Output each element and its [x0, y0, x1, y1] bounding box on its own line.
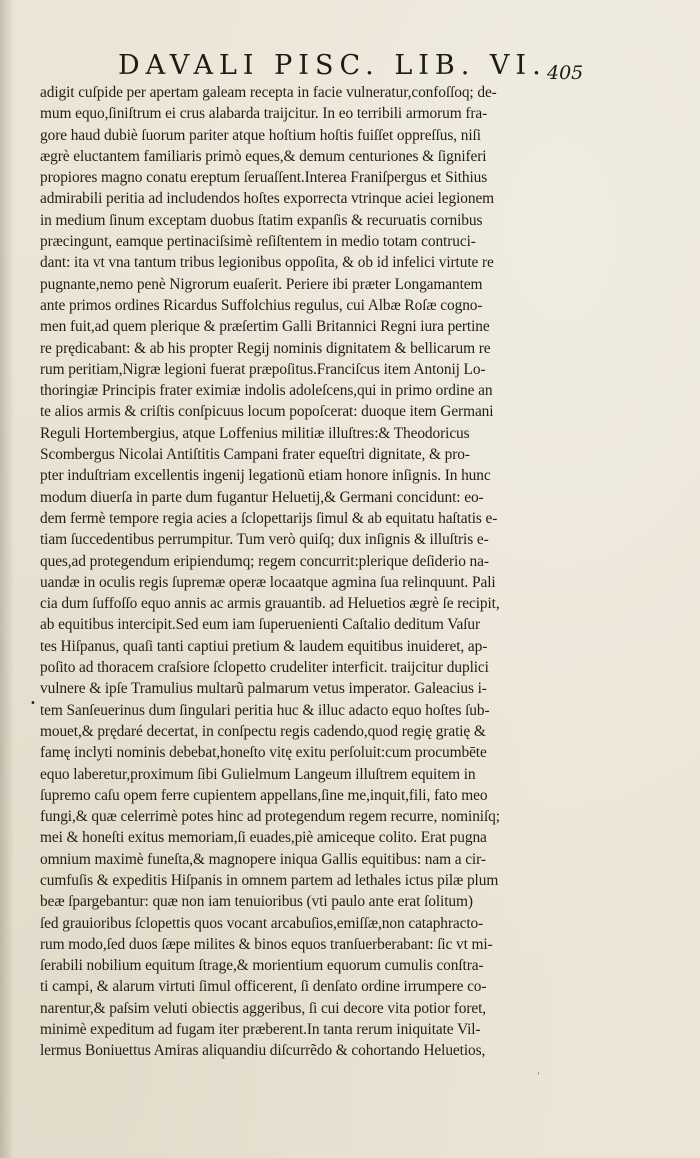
text-line: præcingunt, eamque pertinaciſsimè reſiſtentem in medio totam contruci- [40, 233, 476, 251]
text-line: minimè expeditum ad fugam iter præberent.In tanta rerum iniquitate Vil- [40, 1021, 481, 1039]
text-line: tes Hiſpanus, quaſi tanti captiui pretium & laudem equitibus inuideret, ap- [40, 637, 488, 655]
gutter-shadow [0, 0, 14, 1158]
text-line: rum peritiam,Nigræ legioni fuerat præpoſitus.Franciſcus item Antonij Lo- [40, 360, 486, 378]
text-line: pter induſtriam excellentis ingenij legationũ etiam honore inſignis. In hunc [40, 467, 491, 485]
text-line: dant: ita vt vna tantum tribus legionibus oppoſita, & ob id infelici virtute re [40, 254, 494, 272]
text-line: men fuit,ad quem plerique & præſertim Galli Britannici Regni iura pertine [40, 318, 490, 336]
text-line: vulnere & ipſe Tramulius multarũ palmarum vetus imperator. Galeacius i- [40, 680, 487, 698]
text-line: famę inclyti nominis debebat,honeſto vitę exitu perſoluit:cum procumbēte [40, 744, 487, 762]
text-line: lermus Boniuettus Amiras aliquandiu diſcurrẽdo & cohortando Heluetios, [40, 1042, 486, 1060]
text-line: gore haud dubiè ſuorum pariter atque hoſtium hoſtis fuiſſet oppreſſus, niſi [40, 126, 481, 144]
text-line: modum diuerſa in parte dum fugantur Heluetij,& Germani concidunt: eo- [40, 488, 484, 506]
text-line: pugnante,nemo penè Nigrorum euaſerit. Periere ibi præter Longamantem [40, 275, 483, 293]
text-line: Scombergus Nicolai Antiſtitis Campani frater equeſtri dignitate, & pro- [40, 446, 470, 464]
text-line: uandæ in oculis regis ſupremæ operæ locaatque agmina ſua relinquunt. Pali [40, 573, 496, 591]
text-line: te alios armis & criſtis conſpicuus locum popoſcerat: duoque item Germani [40, 403, 494, 421]
text-line: ægrè eluctantem familiaris primò eques,& demum centuriones & ſigniferi [40, 147, 487, 165]
text-line: mouet,& prędaré decertat, in conſpectu regis cadendo,quod regię gratię & [40, 722, 486, 740]
text-line: ques,ad protegendum eripiendumq; regem concurrit:plerique deſiderio na- [40, 552, 489, 570]
text-line: cumfuſis & expeditis Hiſpanis in omnem partem ad lethales ictus pilæ plum [40, 871, 499, 889]
text-line: omnium maximè funeſta,& magnopere iniqua Gallis equitibus: nam a cir- [40, 850, 486, 868]
foot-mark: ʼ [537, 1072, 540, 1082]
text-line: cia dum ſuffoſſo equo annis ac armis grauantib. ad Heluetios ægrè ſe recipit, [40, 595, 500, 613]
text-line: narentur,& paſsim veluti obiectis aggeribus, ſi cui decore vita potior foret, [40, 999, 487, 1017]
text-line: ante primos ordines Ricardus Suffolchius regulus, cui Albæ Roſæ cogno- [40, 296, 483, 314]
text-line: ſed grauioribus ſclopettis quos vocant arcabuſios,emiſſæ,non cataphracto- [40, 914, 484, 932]
text-line: equo laberetur,proximum ſibi Gulielmum Langeum illuſtrem equitem in [40, 765, 476, 783]
text-line: poſito ad thoracem craſsiore ſclopetto crudeliter interficit. traijcitur duplici [40, 659, 489, 677]
text-line: ſupremo caſu opem ferre cupientem appellans,ſine me,inquit,fili, fato meo [40, 786, 488, 804]
running-title: DAVALI PISC. LIB. VI. [118, 50, 547, 81]
text-line: Reguli Hortembergius, atque Loffenius militiæ illuſtres:& Theodoricus [40, 424, 470, 442]
text-line: re prędicabant: & ab his propter Regij nominis dignitatem & bellicarum re [40, 339, 491, 357]
text-line: tem Sanſeuerinus dum ſingulari peritia huc & illuc adacto equo hoſtes ſub- [40, 701, 490, 719]
text-line: ab equitibus intercipit.Sed eum iam ſuperuenienti Caſtalio deditum Vaſur [40, 616, 481, 634]
text-line: adigit cuſpide per apertam galeam recepta in facie vulneratur,confoſſoq; de- [40, 84, 497, 101]
text-line: beæ ſpargebantur: quæ non iam tenuioribus (vti paulo ante erat ſolitum) [40, 893, 473, 911]
text-line: admirabili peritia ad includendos hoſtes exporrecta vtrinque aciei legionem [40, 190, 495, 208]
body-text [40, 82, 580, 1062]
text-line: propiores magno conatu ereptum ſeruaſſent.Interea Franiſpergus et Sithius [40, 169, 488, 187]
text-line: dem fermè tempore regia acies a ſclopettarijs ſimul & ab equitatu haſtatis e- [40, 509, 498, 527]
text-line: ſerabili nobilium equitum ſtrage,& morientium equorum cumulis conſtra- [40, 957, 484, 975]
page-number: 405 [547, 62, 584, 84]
text-line: thoringiæ Principis frater eximiæ indolis adoleſcens,qui in primo ordine an [40, 382, 493, 400]
text-line: mei & honeſti exitus memoriam,ſi euades,piè amiceque colito. Erat pugna [40, 829, 487, 847]
text-line: in medium ſinum exceptam duobus ſtatim expanſis & recuruatis cornibus [40, 211, 483, 229]
text-line: mum equo,ſiniſtrum ei crus alabarda traijcitur. In eo terribili armorum fra- [40, 105, 488, 123]
text-line: tiam ſuccedentibus perrumpitur. Tum verò quiſq; dux inſignis & illuſtris e- [40, 531, 489, 549]
text-line: fungi,& quæ celerrimè potes hinc ad protegendum regem recurre, nominiſq; [40, 808, 500, 826]
margin-marker: • [30, 698, 36, 709]
text-line: rum modo,ſed duos ſæpe milites & binos equos tranſuerberabant: ſic vt mi- [40, 935, 493, 953]
text-line: ti campi, & alarum virtuti ſimul officerent, ſi denſato ordine irrumpere co- [40, 978, 487, 996]
